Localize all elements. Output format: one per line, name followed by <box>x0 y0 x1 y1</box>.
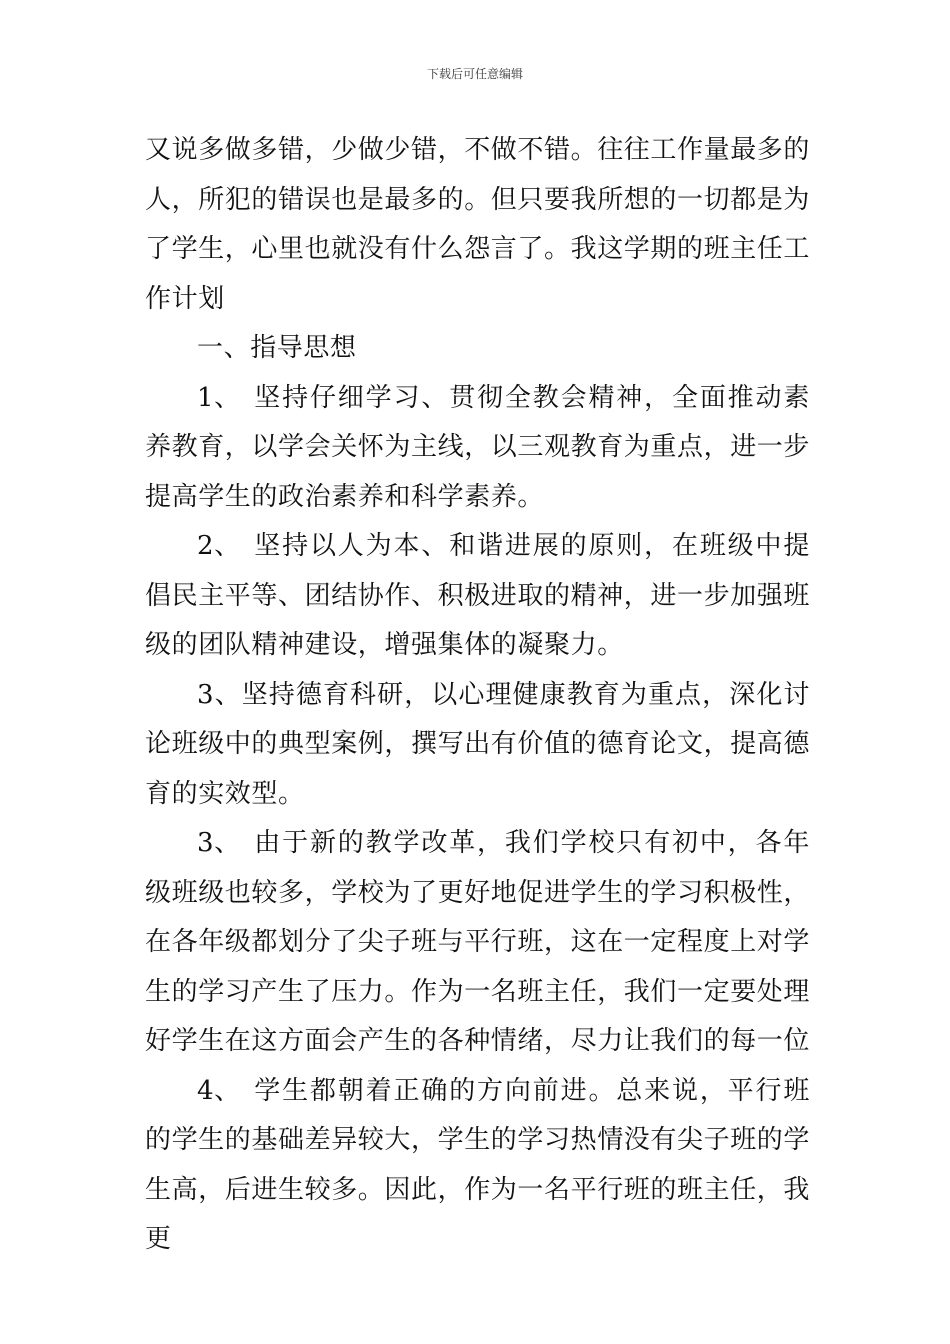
paragraph-intro: 又说多做多错，少做少错，不做不错。往往工作量最多的人，所犯的错误也是最多的。但只要我所想的一切都是为了学生，心里也就没有什么怨言了。我这学期的班主任工作计划 <box>145 135 811 314</box>
list-item-text: 由于新的教学改革，我们学校只有初中，各年级班级也较多，学校为了更好地促进学生的学习积极性，在各年级都划分了尖子班与平行班，这在一定程度上对学生的学习产生了压力。作为一名班主任，我们一定要处理好学生在这方面会产生的各种情绪，尽力让我们的每一位 <box>145 828 811 1056</box>
list-item-number: 3、 <box>197 828 241 858</box>
page-header: 下载后可任意编辑 <box>426 67 523 81</box>
list-item-3b <box>145 819 810 1067</box>
list-item-4 <box>145 1067 810 1265</box>
list-item-text: 坚持以人为本、和谐进展的原则，在班级中提倡民主平等、团结协作、积极进取的精神，进一步加强班级的团队精神建设，增强集体的凝聚力。 <box>145 531 811 660</box>
list-item-text: 坚持仔细学习、贯彻全教会精神，全面推动素养教育，以学会关怀为主线，以三观教育为重点，进一步提高学生的政治素养和科学素养。 <box>145 382 811 512</box>
list-item-number: 1、 <box>197 382 241 413</box>
list-item-number: 2、 <box>197 531 241 561</box>
list-item-3: 3、坚持德育科研，以心理健康教育为重点，深化讨论班级中的典型案例，撰写出有价值的德育论文，提高德育的实效型。 <box>145 679 811 809</box>
list-item-1 <box>145 374 810 523</box>
section-heading-guiding-ideology: 一、指导思想 <box>197 333 357 363</box>
list-item-text: 学生都朝着正确的方向前进。总来说，平行班的学生的基础差异较大，学生的学习热情没有尖子班的学生高，后进生较多。因此，作为一名平行班的班主任，我更 <box>145 1075 811 1254</box>
list-item-number: 4、 <box>197 1075 241 1106</box>
list-item-2 <box>145 522 810 671</box>
document-body <box>145 126 810 1265</box>
